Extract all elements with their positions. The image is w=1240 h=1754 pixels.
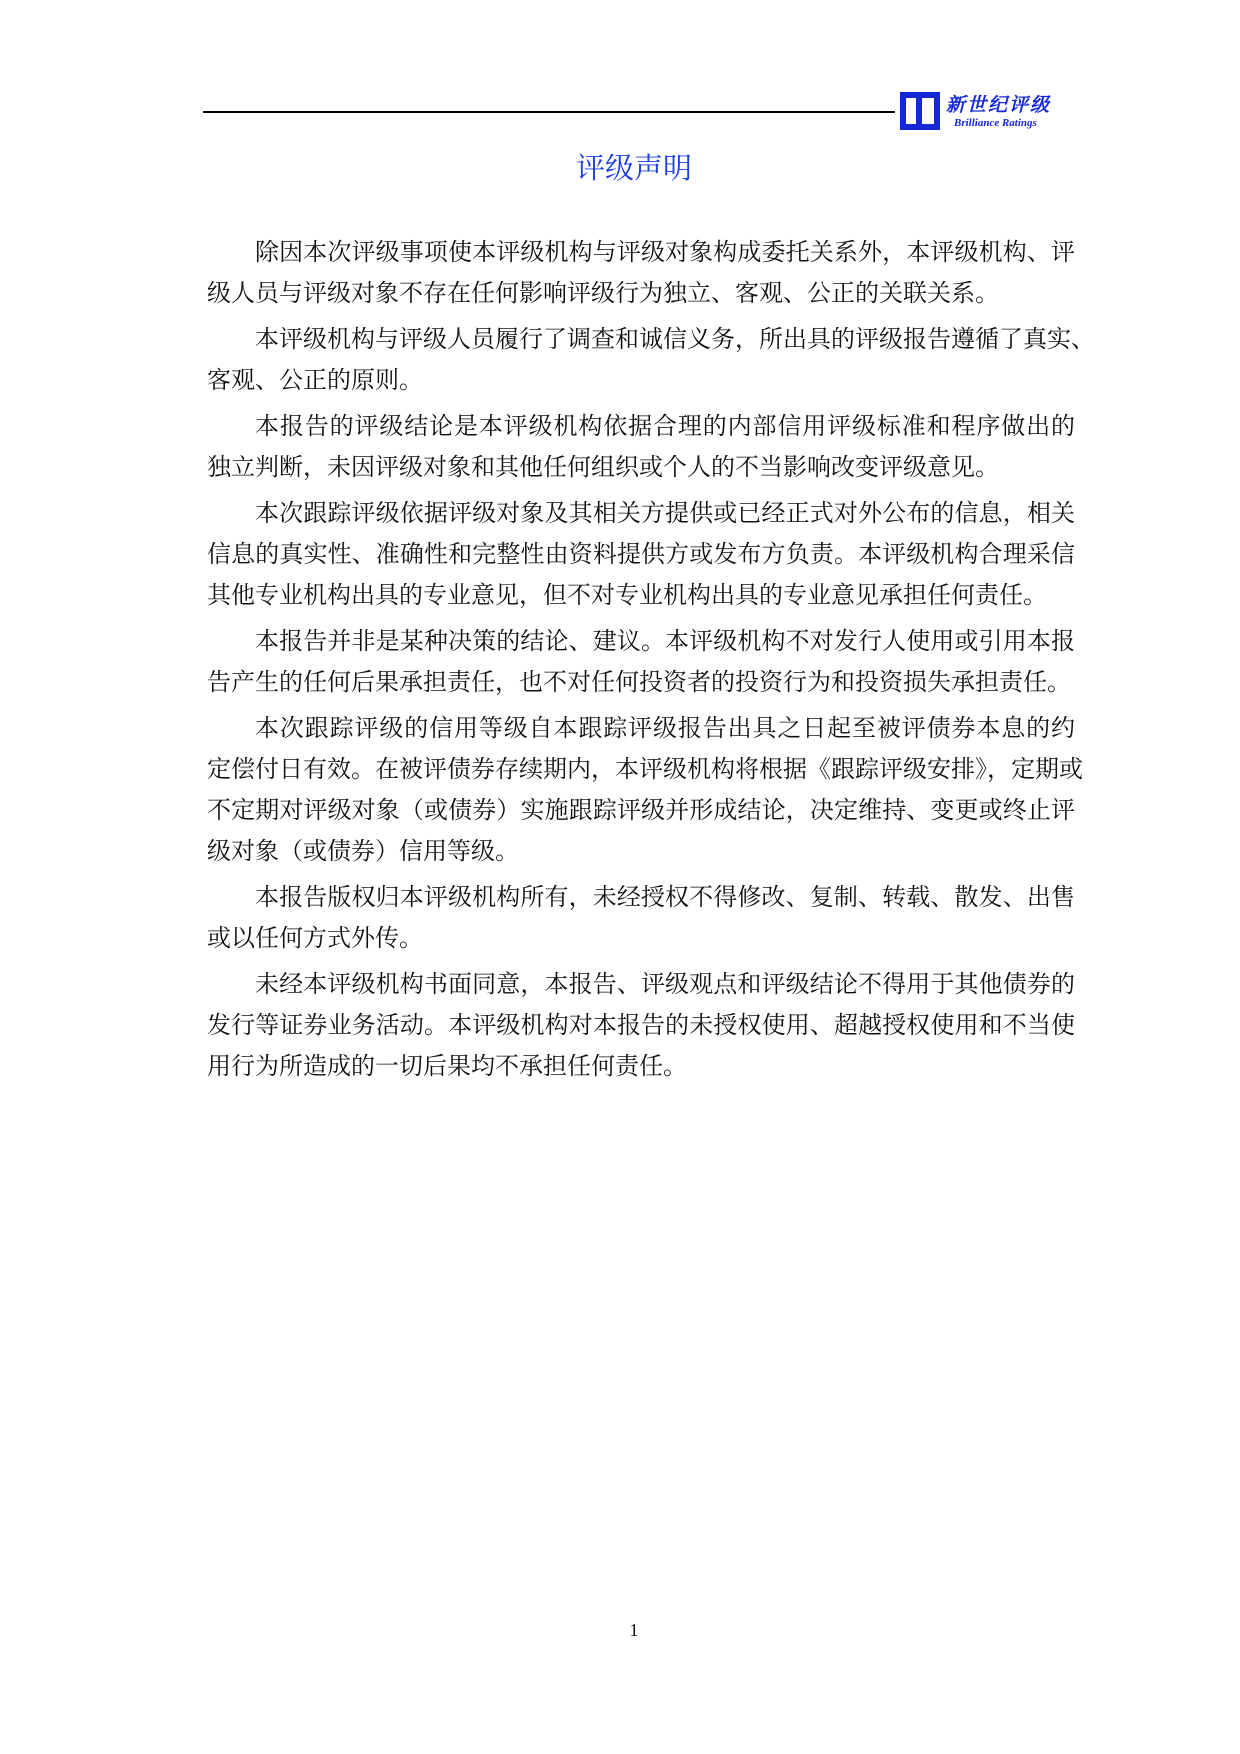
paragraph-line: 用行为所造成的一切后果均不承担任何责任。 (207, 1052, 687, 1080)
paragraph-line: 或以任何方式外传。 (207, 924, 423, 952)
statement-paragraph (207, 964, 1075, 1087)
statement-paragraph (207, 877, 1075, 959)
page-title: 评级声明 (575, 151, 692, 185)
paragraph-line: 本评级机构与评级人员履行了调查和诚信义务，所出具的评级报告遵循了真实、 (255, 325, 1095, 353)
paragraph-line: 本报告版权归本评级机构所有，未经授权不得修改、复制、转载、散发、出售 (255, 883, 1075, 911)
paragraph-line: 级人员与评级对象不存在任何影响评级行为独立、客观、公正的关联关系。 (207, 279, 999, 307)
paragraph-line: 定偿付日有效。在被评债券存续期内，本评级机构将根据《跟踪评级安排》，定期或 (207, 755, 1083, 783)
logo-mark-icon (900, 92, 940, 130)
statement-paragraph (207, 319, 1095, 401)
paragraph-line: 除因本次评级事项使本评级机构与评级对象构成委托关系外，本评级机构、评 (255, 238, 1075, 266)
paragraph-line: 其他专业机构出具的专业意见，但不对专业机构出具的专业意见承担任何责任。 (207, 581, 1047, 609)
logo-chinese-name: 新世纪评级 (946, 94, 1052, 116)
paragraph-line: 本报告的评级结论是本评级机构依据合理的内部信用评级标准和程序做出的 (255, 412, 1075, 440)
paragraph-line: 本次跟踪评级依据评级对象及其相关方提供或已经正式对外公布的信息，相关 (255, 499, 1075, 527)
paragraph-line: 发行等证券业务活动。本评级机构对本报告的未授权使用、超越授权使用和不当使 (207, 1011, 1075, 1039)
paragraph-line: 不定期对评级对象（或债券）实施跟踪评级并形成结论，决定维持、变更或终止评 (207, 796, 1075, 824)
statement-paragraph (207, 708, 1083, 872)
paragraph-line: 客观、公正的原则。 (207, 366, 423, 394)
page-number: 1 (629, 1620, 639, 1640)
paragraph-line: 未经本评级机构书面同意，本报告、评级观点和评级结论不得用于其他债券的 (255, 970, 1075, 998)
statement-paragraph (207, 621, 1075, 703)
paragraph-line: 本报告并非是某种决策的结论、建议。本评级机构不对发行人使用或引用本报 (255, 627, 1075, 655)
statement-body (207, 232, 1095, 1092)
paragraph-line: 本次跟踪评级的信用等级自本跟踪评级报告出具之日起至被评债券本息的约 (255, 714, 1075, 742)
paragraph-line: 级对象（或债券）信用等级。 (207, 837, 519, 865)
paragraph-line: 独立判断，未因评级对象和其他任何组织或个人的不当影响改变评级意见。 (207, 453, 999, 481)
statement-paragraph (207, 493, 1075, 616)
logo-english-name: Brilliance Ratings (954, 117, 1037, 129)
statement-paragraph (207, 232, 1075, 314)
statement-paragraph (207, 406, 1075, 488)
brilliance-ratings-logo (900, 90, 1060, 136)
header-rule (203, 111, 895, 113)
paragraph-line: 告产生的任何后果承担责任，也不对任何投资者的投资行为和投资损失承担责任。 (207, 668, 1071, 696)
paragraph-line: 信息的真实性、准确性和完整性由资料提供方或发布方负责。本评级机构合理采信 (207, 540, 1075, 568)
